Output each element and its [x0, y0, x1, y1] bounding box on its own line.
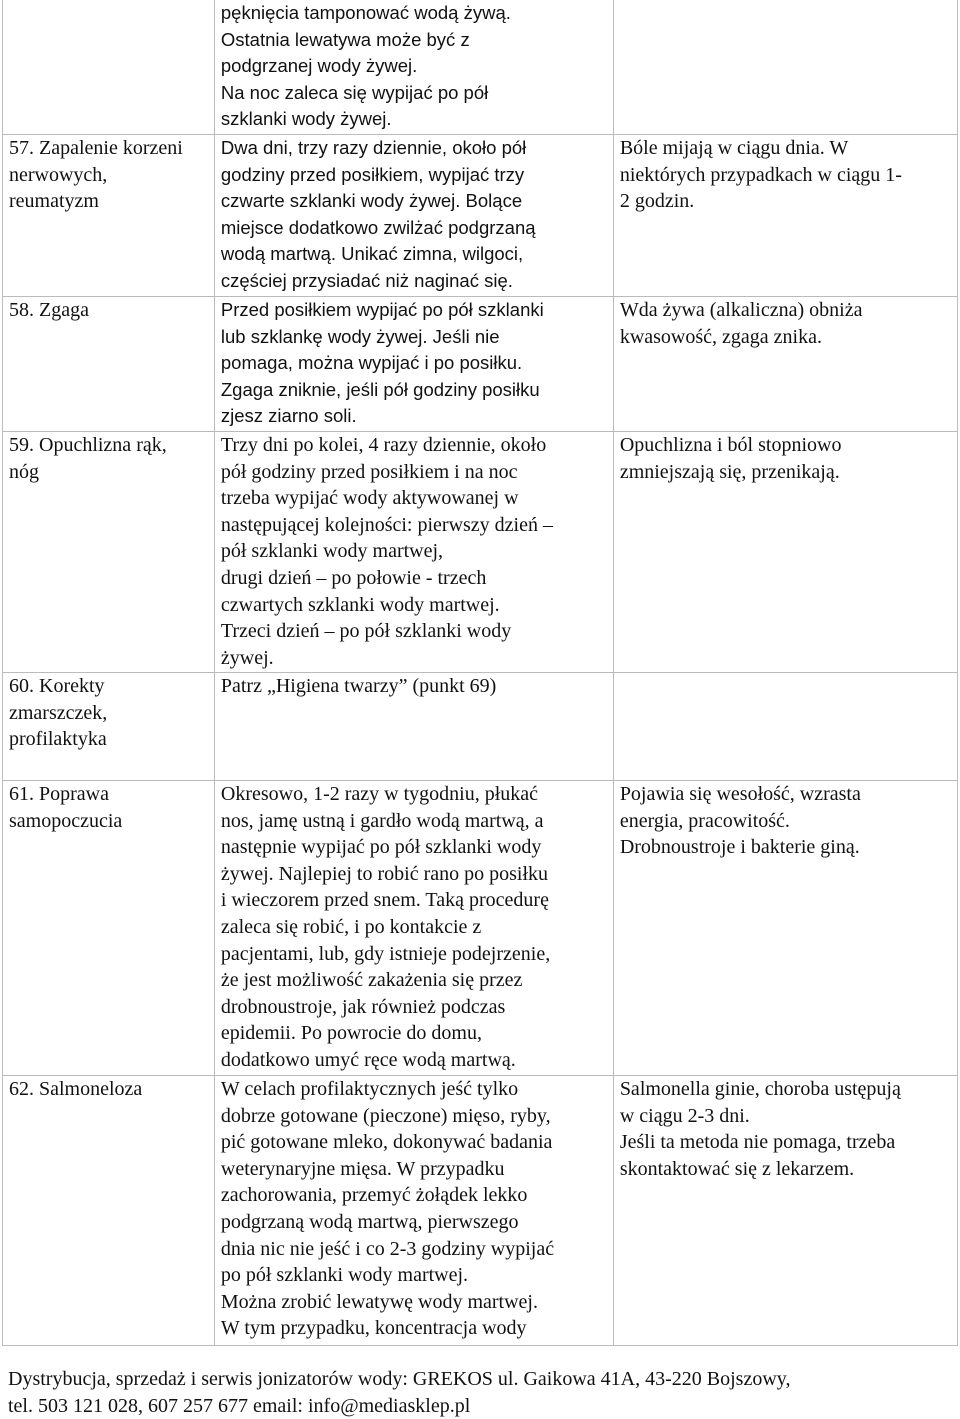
instructions-line: Przed posiłkiem wypijać po pół szklanki [220, 299, 544, 320]
instructions-line: czwarte szklanki wody żywej. Bolące [220, 190, 523, 212]
instructions-line: podgrzaną wodą martwą, pierwszego [220, 1210, 519, 1233]
instructions-line: pół szklanki wody martwej, [220, 540, 444, 563]
instructions-line: pęknięcia tamponować wodą żywą. [220, 2, 511, 23]
effect-cell [613, 1076, 957, 1346]
instructions-line: Ostatnia lewatywa może być z [220, 28, 470, 50]
instructions-line: miejsce dodatkowo zwilżać podgrzaną [220, 216, 536, 238]
instructions-line: drobnoustroje, jak również podczas [220, 995, 506, 1018]
instructions-line: Dwa dni, trzy razy dziennie, około pół [220, 137, 527, 158]
instructions-line: zjesz ziarno soli. [220, 405, 357, 427]
instructions-line: lub szklankę wody żywej. Jeśli nie [220, 325, 500, 347]
instructions-line: godziny przed posiłkiem, wypijać trzy [220, 163, 525, 185]
condition-cell [3, 135, 215, 297]
condition-line: 61. Poprawa [9, 783, 109, 805]
condition-line: 59. Opuchlizna rąk, [9, 434, 167, 456]
instructions-line: nos, jamę ustną i gardło wodą martwą, a [220, 809, 544, 832]
instructions-line: pacjentami, lub, gdy istnieje podejrzenie, [220, 942, 551, 965]
instructions-line: szklanki wody żywej. [220, 108, 392, 130]
instructions-line: pić gotowane mleko, dokonywać badania [220, 1131, 553, 1154]
effect-cell [613, 781, 957, 1076]
condition-line: nerwowych, [9, 163, 108, 186]
instructions-line: dodatkowo umyć ręce wodą martwą. [220, 1048, 516, 1071]
instructions-cell [214, 673, 613, 781]
condition-line: 58. Zgaga [9, 299, 89, 321]
instructions-line: żywej. [220, 646, 274, 669]
instructions-line: trzeba wypijać wody aktywowanej w [220, 487, 519, 510]
instructions-line: zachorowania, przemyć żołądek lekko [220, 1184, 528, 1207]
instructions-cell [214, 781, 613, 1076]
instructions-cell [214, 297, 613, 432]
footer [8, 1366, 953, 1419]
instructions-line: dobrze gotowane (pieczone) mięso, ryby, [220, 1104, 551, 1127]
condition-line: 60. Korekty [9, 675, 105, 697]
instructions-line: Można zrobić lewatywę wody martwej. [220, 1290, 538, 1313]
instructions-line: częściej przysiadać niż naginać się. [220, 269, 513, 291]
effect-line: Drobnoustroje i bakterie giną. [619, 836, 860, 859]
instructions-cell [214, 135, 613, 297]
condition-cell [3, 673, 215, 781]
instructions-line: wodą martwą. Unikać zimna, wilgoci, [220, 243, 524, 265]
condition-line: zmarszczek, [9, 701, 108, 724]
table-row [3, 0, 958, 135]
effect-cell [613, 135, 957, 297]
instructions-line: pomaga, można wypijać i po posiłku. [220, 352, 523, 374]
instructions-line: epidemii. Po powrocie do domu, [220, 1022, 482, 1045]
instructions-line: żywej. Najlepiej to robić rano po posiłku [220, 862, 549, 885]
instructions-line: zaleca się robić, i po kontakcie z [220, 915, 482, 938]
condition-cell [3, 297, 215, 432]
table-row [3, 135, 958, 297]
instructions-line: drugi dzień – po połowie - trzech [220, 566, 487, 589]
instructions-line: dnia nic nie jeść i co 2-3 godziny wypijać [220, 1237, 555, 1260]
effect-line: Bóle mijają w ciągu dnia. W [619, 137, 849, 159]
condition-line: nóg [9, 460, 39, 483]
treatment-table [2, 0, 958, 1346]
effect-line: Opuchlizna i ból stopniowo [619, 434, 842, 456]
instructions-line: Zgaga zniknie, jeśli pół godziny posiłku [220, 378, 540, 400]
condition-line: reumatyzm [9, 190, 99, 213]
instructions-cell [214, 1076, 613, 1346]
instructions-line: Patrz „Higiena twarzy” (punkt 69) [220, 675, 497, 697]
effect-line: Pojawia się wesołość, wzrasta [619, 783, 861, 805]
condition-cell [3, 0, 215, 135]
instructions-cell [214, 0, 613, 135]
instructions-line: czwartych szklanki wody martwej. [220, 593, 500, 616]
table-row [3, 673, 958, 781]
effect-cell [613, 432, 957, 673]
table-row [3, 297, 958, 432]
effect-cell [613, 0, 957, 135]
effect-line: Salmonella ginie, choroba ustępują [619, 1078, 901, 1100]
instructions-line: następnie wypijać po pół szklanki wody [220, 836, 542, 859]
instructions-line: Na noc zaleca się wypijać po pół [220, 81, 489, 103]
effect-line: energia, pracowitość. [619, 809, 790, 832]
condition-line: samopoczucia [9, 809, 123, 832]
condition-cell [3, 1076, 215, 1346]
effect-cell [613, 673, 957, 781]
footer-line-1: Dystrybucja, sprzedaż i serwis jonizatorów wody: GREKOS ul. Gaikowa 41A, 43-220 Bojszowy, [8, 1368, 791, 1390]
instructions-cell [214, 432, 613, 673]
effect-line: w ciągu 2-3 dni. [619, 1104, 750, 1127]
instructions-line: i wieczorem przed snem. Taką procedurę [220, 889, 549, 912]
effect-line: zmniejszają się, przenikają. [619, 460, 840, 483]
condition-line: 57. Zapalenie korzeni [9, 137, 183, 159]
instructions-line: weterynaryjne mięsa. W przypadku [220, 1157, 505, 1180]
effect-line: 2 godzin. [619, 190, 695, 213]
effect-line: Wda żywa (alkaliczna) obniża [619, 299, 863, 321]
instructions-line: że jest możliwość zakażenia się przez [220, 969, 523, 992]
instructions-line: podgrzanej wody żywej. [220, 55, 418, 77]
footer-line-2: tel. 503 121 028, 607 257 677 email: info@mediasklep.pl [8, 1394, 471, 1417]
condition-cell [3, 432, 215, 673]
condition-cell [3, 781, 215, 1076]
effect-line: Jeśli ta metoda nie pomaga, trzeba [619, 1131, 896, 1154]
instructions-line: Okresowo, 1-2 razy w tygodniu, płukać [220, 783, 539, 805]
instructions-line: W celach profilaktycznych jeść tylko [220, 1078, 519, 1100]
condition-line: profilaktyka [9, 728, 107, 751]
instructions-line: po pół szklanki wody martwej. [220, 1264, 469, 1287]
instructions-line: pół godziny przed posiłkiem i na noc [220, 460, 518, 483]
instructions-line: następującej kolejności: pierwszy dzień – [220, 513, 553, 536]
table-row [3, 432, 958, 673]
effect-cell [613, 297, 957, 432]
instructions-line: Trzeci dzień – po pół szklanki wody [220, 620, 512, 643]
effect-line: niektórych przypadkach w ciągu 1- [619, 163, 902, 186]
condition-line: 62. Salmoneloza [9, 1078, 143, 1100]
instructions-line: Trzy dni po kolei, 4 razy dziennie, około [220, 434, 547, 456]
table-row [3, 1076, 958, 1346]
effect-line: skontaktować się z lekarzem. [619, 1157, 855, 1180]
effect-line: kwasowość, zgaga znika. [619, 325, 822, 348]
instructions-line: W tym przypadku, koncentracja wody [220, 1317, 527, 1340]
table-row [3, 781, 958, 1076]
